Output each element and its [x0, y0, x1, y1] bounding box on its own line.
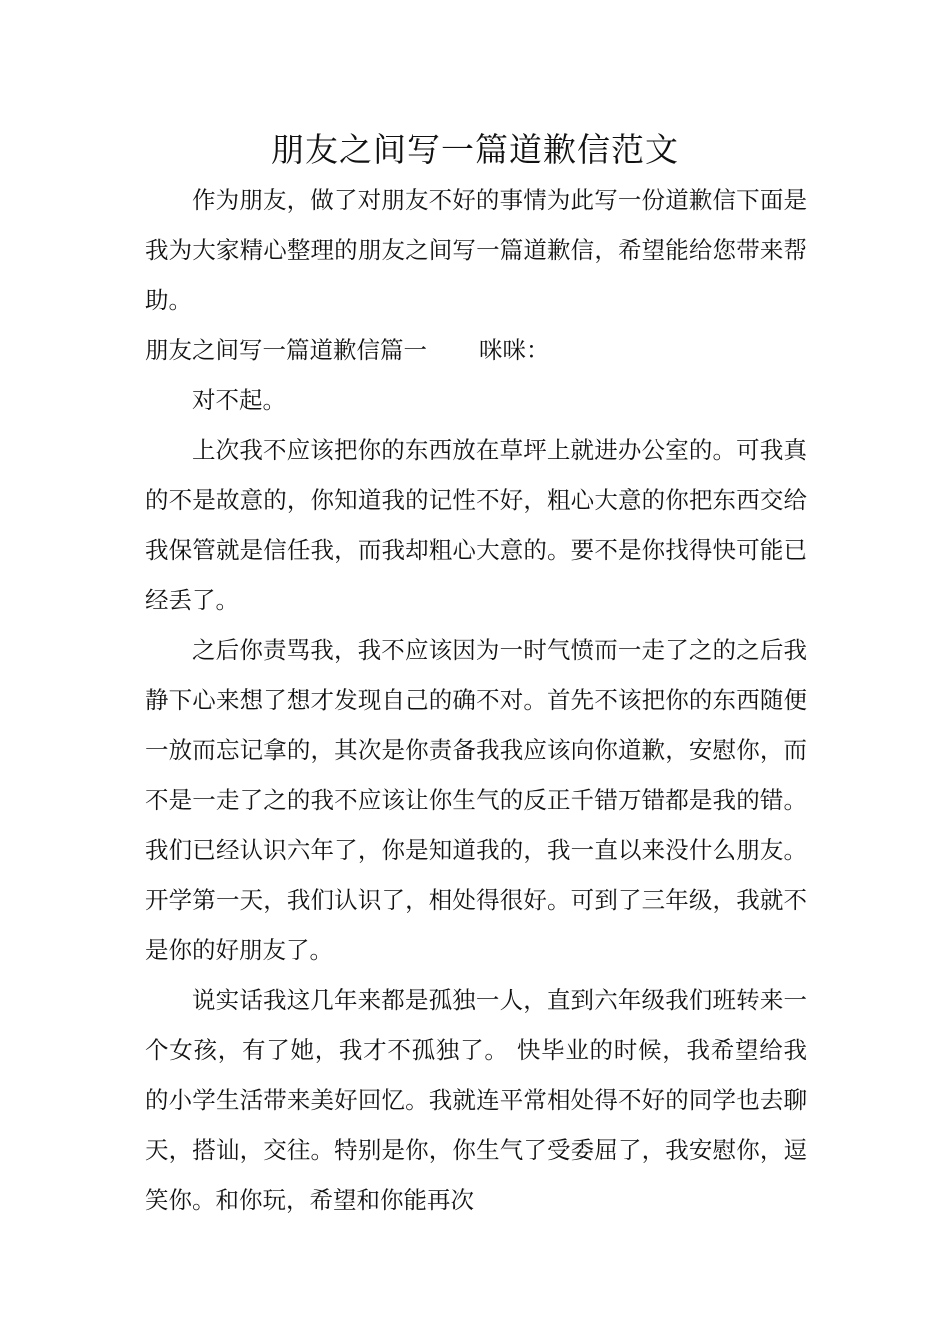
- salutation: 咪咪：: [479, 336, 550, 364]
- paragraph-apology: 对不起。: [192, 386, 286, 414]
- document-title: 朋友之间写一篇道歉信范文: [271, 130, 679, 169]
- document-body: [145, 175, 807, 1225]
- paragraph-honestly: 说实话我这几年来都是孤独一人，直到六年级我们班转来一个女孩，有了她，我才不孤独了。 快毕业的时候，我希望给我的小学生活带来美好回忆。我就连平常相处得不好的同学也去聊天，搭讪，交往。特别是你，你生气了受委屈了，我安慰你，逗笑你。和你玩，希望和你能再次: [145, 986, 807, 1214]
- intro-paragraph: 作为朋友，做了对朋友不好的事情为此写一份道歉信下面是我为大家精心整理的朋友之间写一篇道歉信，希望能给您带来帮助。: [145, 186, 807, 314]
- section-heading-line: [145, 325, 807, 375]
- section-heading: 朋友之间写一篇道歉信篇一: [145, 336, 427, 364]
- paragraph-lawn: 上次我不应该把你的东西放在草坪上就进办公室的。可我真的不是故意的，你知道我的记性不好，粗心大意的你把东西交给我保管就是信任我，而我却粗心大意的。要不是你找得快可能已经丢了。: [145, 436, 807, 614]
- paragraph-scolding: 之后你责骂我，我不应该因为一时气愤而一走了之的之后我静下心来想了想才发现自己的确不对。首先不该把你的东西随便一放而忘记拿的，其次是你责备我我应该向你道歉，安慰你，而不是一走了之的我不应该让你生气的反正千错万错都是我的错。我们已经认识六年了，你是知道我的，我一直以来没什么朋友。开学第一天，我们认识了，相处得很好。可到了三年级，我就不是你的好朋友了。: [145, 636, 807, 964]
